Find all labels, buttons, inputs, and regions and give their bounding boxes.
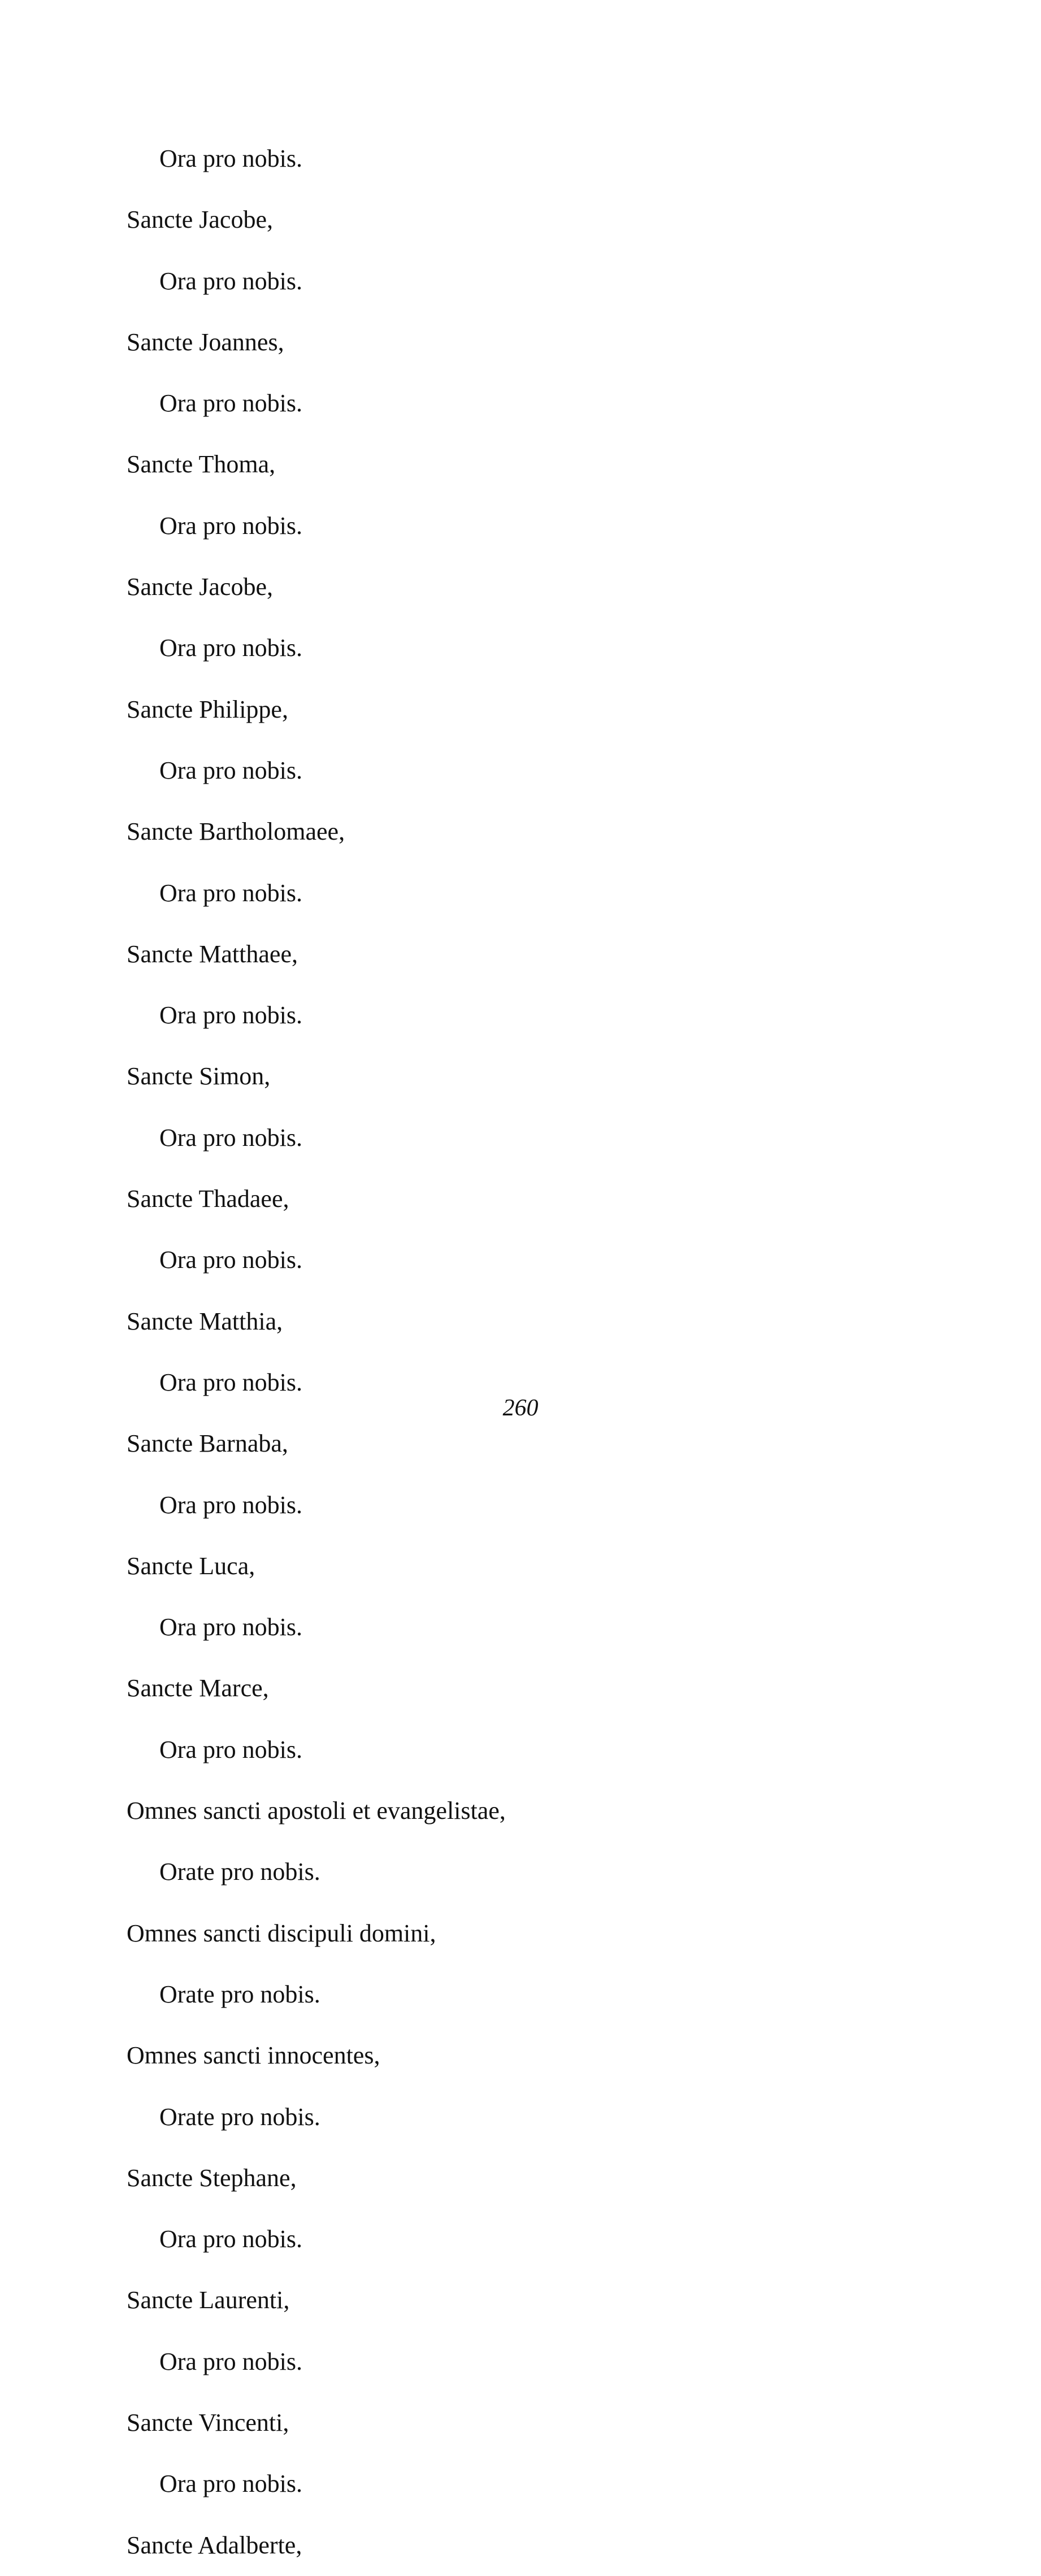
response-line: Ora pro nobis.: [159, 1001, 302, 1029]
response-line: Ora pro nobis.: [159, 1246, 302, 1274]
invocation-line: Omnes sancti discipuli domini,: [127, 1919, 436, 1947]
invocation-line: Sancte Barnaba,: [127, 1430, 288, 1458]
response-line: Ora pro nobis.: [159, 511, 302, 540]
response-line: Ora pro nobis.: [159, 389, 302, 418]
response-line: Ora pro nobis.: [159, 145, 302, 172]
response-line: Orate pro nobis.: [159, 2102, 320, 2131]
response-line: Ora pro nobis.: [159, 634, 302, 662]
response-line: Ora pro nobis.: [159, 1613, 302, 1641]
invocation-line: Sancte Bartholomaee,: [127, 818, 345, 846]
response-line: Orate pro nobis.: [159, 1980, 320, 2008]
invocation-line: Sancte Philippe,: [127, 695, 288, 723]
invocation-line: Sancte Luca,: [127, 1552, 255, 1580]
invocation-line: Sancte Laurenti,: [127, 2286, 290, 2314]
response-line: Ora pro nobis.: [159, 2347, 302, 2375]
response-line: Ora pro nobis.: [159, 1491, 302, 1519]
invocation-line: Omnes sancti apostoli et evangelistae,: [127, 1797, 506, 1825]
response-line: Ora pro nobis.: [159, 1735, 302, 1763]
invocation-line: Sancte Matthaee,: [127, 940, 298, 968]
invocation-line: Sancte Adalberte,: [127, 2531, 302, 2559]
response-line: Ora pro nobis.: [159, 2225, 302, 2253]
invocation-line: Sancte Simon,: [127, 1062, 271, 1091]
invocation-line: Sancte Stephane,: [127, 2164, 297, 2192]
invocation-line: Sancte Thoma,: [127, 450, 276, 479]
page-number: 260: [502, 1395, 539, 1421]
invocation-line: Sancte Thadaee,: [127, 1185, 289, 1213]
response-line: Ora pro nobis.: [159, 2470, 302, 2498]
response-line: Ora pro nobis.: [159, 756, 302, 784]
invocation-line: Sancte Jacobe,: [127, 206, 273, 234]
litany-text: [127, 128, 918, 2576]
response-line: Ora pro nobis.: [159, 1368, 302, 1396]
invocation-line: Sancte Marce,: [127, 1674, 269, 1702]
response-line: Ora pro nobis.: [159, 267, 302, 295]
invocation-line: Sancte Matthia,: [127, 1307, 283, 1335]
invocation-line: Omnes sancti innocentes,: [127, 2041, 380, 2070]
invocation-line: Sancte Joannes,: [127, 328, 284, 356]
invocation-line: Sancte Jacobe,: [127, 573, 273, 601]
response-line: Ora pro nobis.: [159, 879, 302, 907]
response-line: Ora pro nobis.: [159, 1123, 302, 1152]
invocation-line: Sancte Vincenti,: [127, 2408, 289, 2436]
response-line: Orate pro nobis.: [159, 1858, 320, 1886]
